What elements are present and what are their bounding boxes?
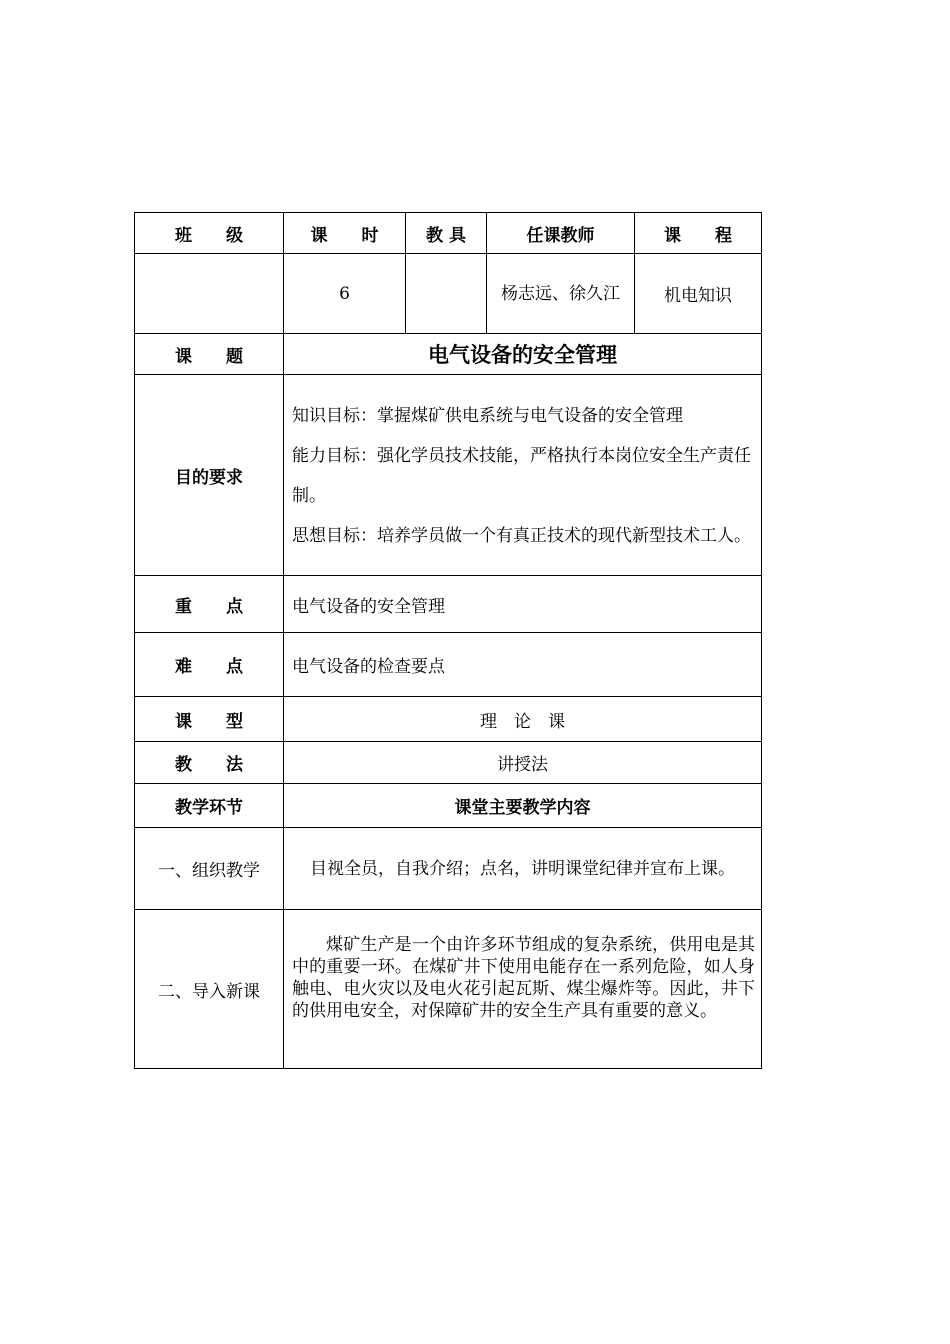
step-content (284, 828, 762, 910)
objectives-row (135, 375, 762, 576)
topic-title: 电气设备的安全管理 (284, 334, 762, 375)
header-row (135, 213, 762, 254)
key-point-label: 重 点 (135, 576, 284, 633)
objective-thought: 思想目标：培养学员做一个有真正技术的现代新型技术工人。 (292, 526, 751, 546)
step-name: 一、组织教学 (135, 828, 284, 910)
objectives-label: 目的要求 (135, 375, 284, 576)
class-label: 班 级 (135, 213, 284, 254)
objective-knowledge: 知识目标：掌握煤矿供电系统与电气设备的安全管理 (292, 406, 683, 426)
objectives-content (284, 375, 762, 576)
tools-value (406, 254, 487, 334)
key-point-row (135, 576, 762, 633)
step-row (135, 910, 762, 1069)
teacher-value (487, 254, 635, 334)
hours-value: 6 (284, 254, 406, 334)
method-value: 讲授法 (284, 742, 762, 784)
tools-label: 教 具 (406, 213, 487, 254)
section-header-left: 教学环节 (135, 784, 284, 828)
step-content (284, 910, 762, 1069)
key-point-value: 电气设备的安全管理 (284, 576, 762, 633)
method-row (135, 742, 762, 784)
lesson-type-value: 理 论 课 (284, 697, 762, 742)
course-value: 机电知识 (635, 254, 762, 334)
difficulty-label: 难 点 (135, 633, 284, 697)
section-header-right: 课堂主要教学内容 (284, 784, 762, 828)
lesson-plan-table (134, 212, 762, 1069)
hours-label: 课 时 (284, 213, 406, 254)
difficulty-row (135, 633, 762, 697)
teacher-names: 杨志远、徐久江 (501, 283, 620, 304)
objective-ability: 能力目标：强化学员技术技能，严格执行本岗位安全生产责任制。 (292, 446, 751, 506)
method-label: 教 法 (135, 742, 284, 784)
step-name: 二、导入新课 (135, 910, 284, 1069)
lesson-type-row (135, 697, 762, 742)
step-content-text: 目视全员，自我介绍；点名，讲明课堂纪律并宣布上课。 (310, 858, 735, 879)
topic-label: 课 题 (135, 334, 284, 375)
lesson-type-label: 课 型 (135, 697, 284, 742)
step-row (135, 828, 762, 910)
difficulty-value: 电气设备的检查要点 (284, 633, 762, 697)
class-value (135, 254, 284, 334)
teacher-label: 任课教师 (487, 213, 635, 254)
step-content-text: 煤矿生产是一个由许多环节组成的复杂系统，供用电是其中的重要一环。在煤矿井下使用电能存在一系列危险，如人身触电、电火灾以及电火花引起瓦斯、煤尘爆炸等。因此，井下的供用电安全，对保障矿井的安全生产具有重要的意义。 (292, 935, 755, 1021)
info-row (135, 254, 762, 334)
course-label: 课 程 (635, 213, 762, 254)
section-header-row (135, 784, 762, 828)
topic-row (135, 334, 762, 375)
